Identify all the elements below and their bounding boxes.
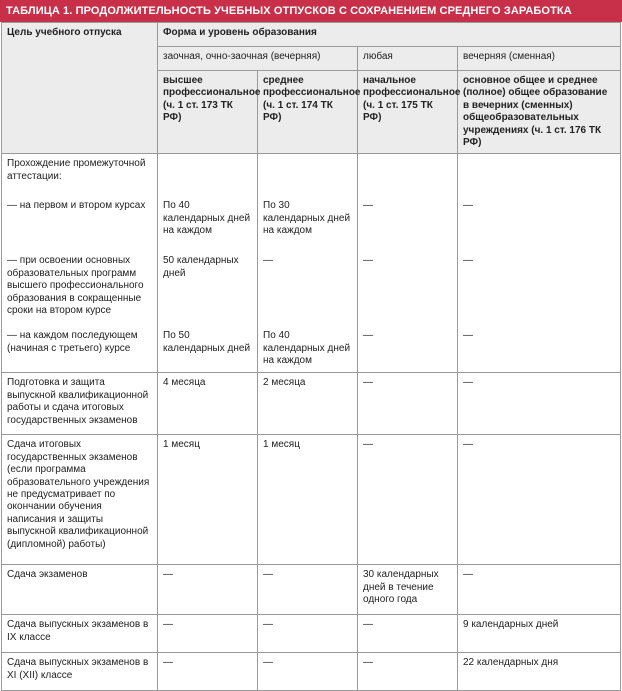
attestation-general-cell: [458, 154, 621, 373]
header-correspondence: заочная, очно-заочная (вечерняя): [158, 47, 358, 71]
table-title: ТАБЛИЦА 1. ПРОДОЛЖИТЕЛЬНОСТЬ УЧЕБНЫХ ОТПУСКОВ С СОХРАНЕНИЕМ СРЕДНЕГО ЗАРАБОТКА: [0, 0, 622, 22]
study-leave-table: [1, 22, 621, 691]
table-row-exams: [2, 565, 621, 615]
final-exams-label: Сдача итоговых государственных экзаменов (если программа образовательного учреждения не предусматривает по окончании обучения написания и защиты выпускной квалификационной (дипломной) работы): [2, 435, 158, 565]
grade9-higher: —: [158, 615, 258, 653]
grade11-general: 22 календарных дня: [458, 653, 621, 691]
thesis-secondary: 2 месяца: [258, 373, 358, 435]
final-exams-higher: 1 месяц: [158, 435, 258, 565]
header-purpose: Цель учебного отпуска: [2, 23, 158, 154]
thesis-general: —: [458, 373, 621, 435]
exams-secondary: —: [258, 565, 358, 615]
table-row-grade9: [2, 615, 621, 653]
attestation-sub2-primary: —: [363, 255, 373, 267]
thesis-label: Подготовка и защита выпускной квалификационной работы и сдача итоговых государственных экзаменов: [2, 373, 158, 435]
table-row-thesis: [2, 373, 621, 435]
attestation-higher-cell: [158, 154, 258, 373]
header-general: основное общее и среднее (полное) общее образование в вечерних (сменных) общеобразовательных учреждениях (ч. 1 ст. 176 ТК РФ): [458, 71, 621, 154]
grade9-secondary: —: [258, 615, 358, 653]
attestation-intro: Прохождение промежуточной аттестации:: [7, 158, 146, 182]
header-any: любая: [358, 47, 458, 71]
header-secondary: среднее профессиональное (ч. 1 ст. 174 ТК РФ): [258, 71, 358, 154]
thesis-primary: —: [358, 373, 458, 435]
exams-primary: 30 календарных дней в течение одного года: [358, 565, 458, 615]
exams-label: Сдача экзаменов: [2, 565, 158, 615]
exams-general: —: [458, 565, 621, 615]
grade11-primary: —: [358, 653, 458, 691]
grade11-higher: —: [158, 653, 258, 691]
grade11-secondary: —: [258, 653, 358, 691]
header-row-1: [2, 23, 621, 47]
grade9-primary: —: [358, 615, 458, 653]
header-evening: вечерняя (сменная): [458, 47, 621, 71]
attestation-sub3-general: —: [463, 330, 473, 342]
final-exams-general: —: [458, 435, 621, 565]
attestation-sub3-secondary: По 40 календарных дней на каждом: [263, 330, 351, 367]
attestation-sub1-general: —: [463, 200, 473, 212]
attestation-sub2-higher: 50 календарных дней: [163, 255, 239, 279]
attestation-sub3-higher: По 50 календарных дней: [163, 330, 251, 354]
attestation-sub2-secondary: —: [263, 255, 273, 267]
attestation-sub1-primary: —: [363, 200, 373, 212]
attestation-sub1-higher: По 40 календарных дней на каждом: [163, 200, 251, 237]
attestation-sub2-general: —: [463, 255, 473, 267]
attestation-secondary-cell: [258, 154, 358, 373]
final-exams-secondary: 1 месяц: [258, 435, 358, 565]
attestation-label-cell: [2, 154, 158, 373]
attestation-sub1-secondary: По 30 календарных дней на каждом: [263, 200, 351, 237]
table-row-attestation: [2, 154, 621, 373]
table-row-grade11: [2, 653, 621, 691]
thesis-higher: 4 месяца: [158, 373, 258, 435]
final-exams-primary: —: [358, 435, 458, 565]
attestation-sub3-primary: —: [363, 330, 373, 342]
header-form-level: Форма и уровень образования: [158, 23, 621, 47]
table-row-final-exams: [2, 435, 621, 565]
attestation-primary-cell: [358, 154, 458, 373]
exams-higher: —: [158, 565, 258, 615]
header-higher: высшее профессиональное (ч. 1 ст. 173 ТК РФ): [158, 71, 258, 154]
grade9-label: Сдача выпускных экзаменов в IX классе: [2, 615, 158, 653]
grade9-general: 9 календарных дней: [458, 615, 621, 653]
attestation-sub1-label: — на первом и втором курсах: [7, 200, 146, 212]
attestation-sub2-label: — при освоении основных образовательных программ высшего профессионального образования в сокращенные сроки на втором курсе: [7, 255, 144, 317]
header-primary: начальное профессиональное (ч. 1 ст. 175 ТК РФ): [358, 71, 458, 154]
attestation-sub3-label: — на каждом последующем (начиная с третьего) курсе: [7, 330, 138, 354]
grade11-label: Сдача выпускных экзаменов в XI (XII) классе: [2, 653, 158, 691]
